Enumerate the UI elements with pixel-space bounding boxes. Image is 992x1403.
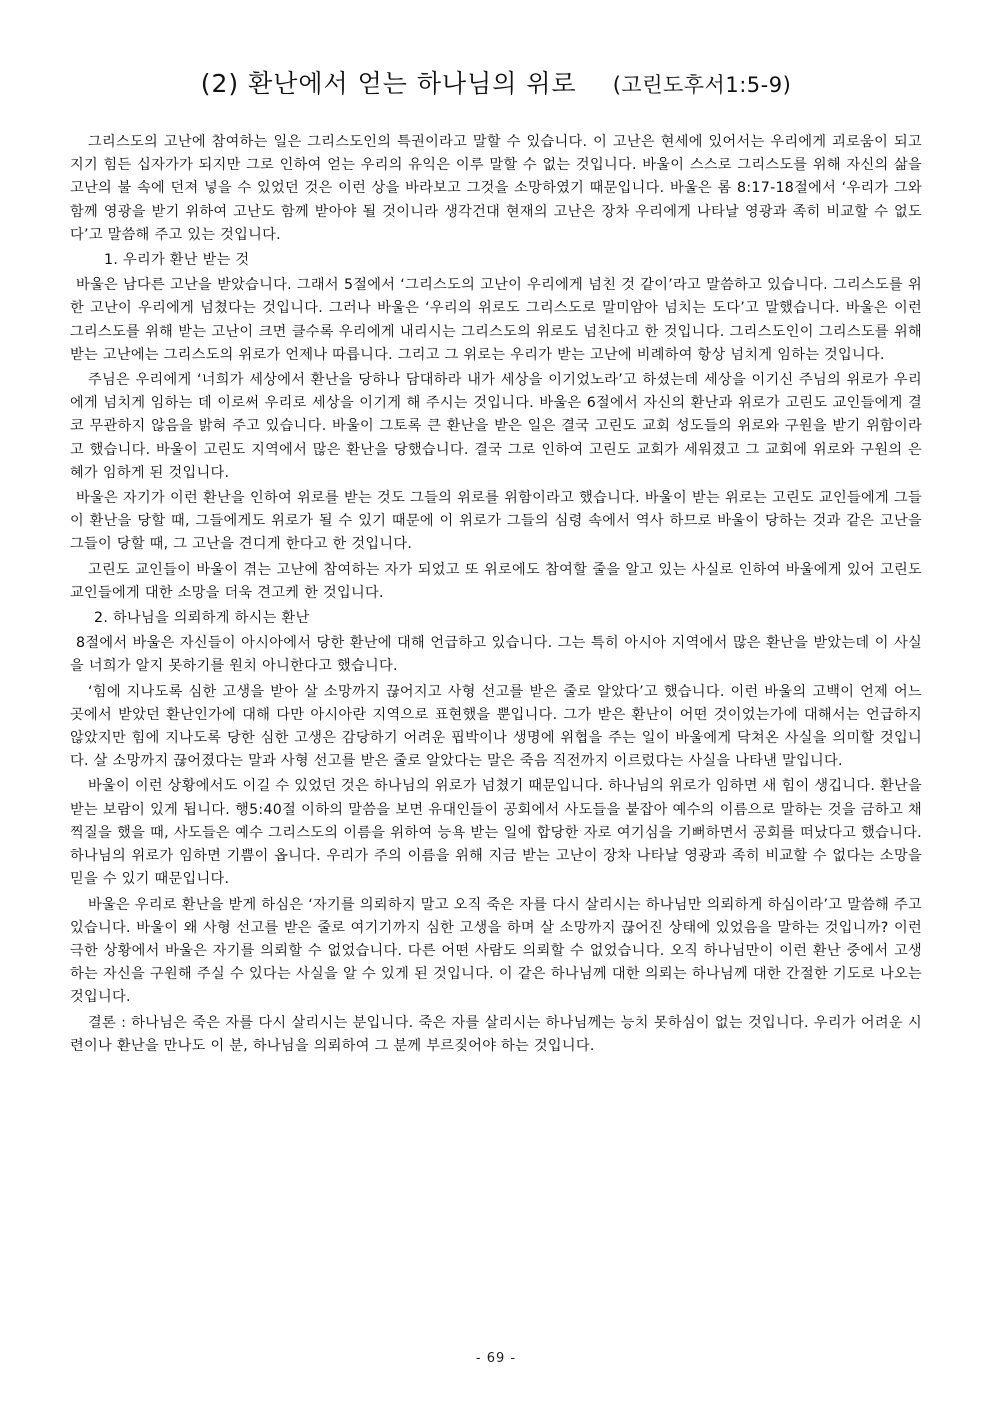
paragraph: 바울은 우리로 환난을 받게 하심은 ‘자기를 의뢰하지 말고 오직 죽은 자를 다시 살리시는 하나님만 의뢰하게 하심이라’고 말씀해 주고 있습니다. 바울이 왜 사형 선고를 받은 줄로 여기기까지 심한 고생을 하며 살 소망까지 끊어진 상태에 있었음을 말하는 것입니까? 이런 극한 상황에서 바울은 자기를 의뢰할 수 없었습니다. 다른 어떤 사람도 의뢰할 수 없었습니다. 오직 하나님만이 이런 환난 중에서 고생하는 자신을 구원해 주실 수 있다는 사실을 알 수 있게 된 것입니다. 이 같은 하나님께 대한 의뢰는 하나님께 대한 간절한 기도로 나오는 것입니다.	[70, 896, 922, 1006]
paragraph-intro: 그리스도의 고난에 참여하는 일은 그리스도인의 특권이라고 말할 수 있습니다. 이 고난은 현세에 있어서는 우리에게 괴로움이 되고 지기 힘든 십자가가 되지만 그로 인하여 얻는 우리의 유익은 이루 말할 수 없는 것입니다. 바울이 스스로 그리스도를 위해 자신의 삶을 고난의 불 속에 던져 넣을 수 있었던 것은 이런 상을 바라보고 그것을 소망하였기 때문입니다. 바울은 롬 8:17-18절에서 ‘우리가 그와 함께 영광을 받기 위하여 고난도 함께 받아야 될 것이니라 생각건대 현재의 고난은 장차 우리에게 나타날 영광과 족히 비교할 수 없도다’고 말씀해 주고 있는 것입니다.	[70, 134, 922, 243]
paragraph-conclusion: 결론 : 하나님은 죽은 자를 다시 살리시는 분입니다. 죽은 자를 살리시는 하나님께는 능치 못하심이 없는 것입니다. 우리가 어려운 시련이나 환난을 만나도 이 분, 하나님을 의뢰하여 그 분께 부르짖어야 하는 것입니다.	[70, 1014, 922, 1054]
paragraph: 8절에서 바울은 자신들이 아시아에서 당한 환난에 대해 언급하고 있습니다. 그는 특히 아시아 지역에서 많은 환난을 받았는데 이 사실을 너희가 알지 못하기를 원치 아니한다고 했습니다.	[70, 635, 922, 675]
paragraph: 바울은 남다른 고난을 받았습니다. 그래서 5절에서 ‘그리스도의 고난이 우리에게 넘친 것 같이’라고 말씀하고 있습니다. 그리스도를 위한 고난이 우리에게 넘쳤다는 것입니다. 그러나 바울은 ‘우리의 위로도 그리스도로 말미암아 넘치는 도다’고 말했습니다. 바울은 이런 그리스도를 위해 받는 고난이 크면 클수록 우리에게 내리시는 그리스도의 위로도 넘친다고 한 것입니다. 그리스도인이 그리스도를 위해 받는 고난에는 그리스도의 위로가 언제나 따릅니다. 그리고 그 위로는 우리가 받는 고난에 비례하여 항상 넘치게 임하는 것입니다.	[70, 277, 922, 363]
page-title	[0, 64, 992, 100]
page-number: - 69 -	[475, 1351, 517, 1366]
paragraph: 바울은 자기가 이런 환난을 인하여 위로를 받는 것도 그들의 위로를 위함이라고 했습니다. 바울이 받는 위로는 고린도 교인들에게 그들이 환난을 당할 때, 그들에게도 위로가 될 수 있기 때문에 이 위로가 그들의 심령 속에서 역사 하므로 바울이 당하는 것과 같은 고난을 그들이 당할 때, 그 고난을 견디게 한다고 한 것입니다.	[70, 490, 922, 553]
title-scripture-reference: (고린도후서1:5-9)	[612, 73, 792, 97]
section-heading-2: 2. 하나님을 의뢰하게 하시는 환난	[94, 610, 310, 627]
paragraph: ‘힘에 지나도록 심한 고생을 받아 살 소망까지 끊어지고 사형 선고를 받은 줄로 알았다’고 했습니다. 이런 바울의 고백이 언제 어느 곳에서 받았던 환난인가에 대해 다만 아시아란 지역으로 표현했을 뿐입니다. 그가 받은 환난이 어떤 것이었는가에 대해서는 언급하지 않았지만 힘에 지나도록 당한 심한 고생은 감당하기 어려운 핍박이나 생명에 위협을 주는 일이 바울에게 닥쳐온 사실을 의미할 것입니다. 살 소망까지 끊어졌다는 말과 사형 선고를 받은 줄로 알았다는 말은 죽음 직전까지 이르렀다는 사실을 나타낸 말입니다.	[70, 683, 922, 770]
paragraph: 주님은 우리에게 ‘너희가 세상에서 환난을 당하나 담대하라 내가 세상을 이기었노라’고 하셨는데 세상을 이기신 주님의 위로가 우리에게 넘치게 임하는 데 이로써 우리로 세상을 이기게 해 주시는 것입니다. 바울은 6절에서 자신의 환난과 위로가 고린도 교인들에게 결코 무관하지 않음을 밝혀 주고 있습니다. 바울이 그토록 큰 환난을 받은 일은 결국 고린도 교회 성도들의 위로와 구원을 받기 위함이라고 했습니다. 바울이 고린도 지역에서 많은 환난을 당했습니다. 결국 그로 인하여 고린도 교회가 세워졌고 그 교회에 위로와 구원의 은혜가 임하게 된 것입니다.	[70, 372, 922, 481]
paragraph: 고린도 교인들이 바울이 겪는 고난에 참여하는 자가 되었고 또 위로에도 참여할 줄을 알고 있는 사실로 인하여 바울에게 있어 고린도 교인들에게 대한 소망을 더욱 견고케 한 것입니다.	[70, 561, 922, 601]
document-body	[70, 131, 922, 1060]
title-main: (2) 환난에서 얻는 하나님의 위로	[200, 69, 577, 98]
section-heading-1: 1. 우리가 환난 받는 것	[104, 252, 250, 269]
paragraph: 바울이 이런 상황에서도 이길 수 있었던 것은 하나님의 위로가 넘쳤기 때문입니다. 하나님의 위로가 임하면 새 힘이 생깁니다. 환난을 받는 보람이 있게 됩니다. 행5:40절 이하의 말씀을 보면 유대인들이 공회에서 사도들을 붙잡아 예수의 이름으로 말하는 것을 금하고 채찍질을 했을 때, 사도들은 예수 그리스도의 이름을 위하여 능욕 받는 일에 합당한 자로 여기심을 기뻐하면서 공회를 떠났다고 했습니다. 하나님의 위로가 임하면 기쁨이 옵니다. 우리가 주의 이름을 위해 지금 받는 고난이 장차 나타날 영광과 족히 비교할 수 없다는 소망을 믿을 수 있기 때문입니다.	[70, 778, 922, 888]
